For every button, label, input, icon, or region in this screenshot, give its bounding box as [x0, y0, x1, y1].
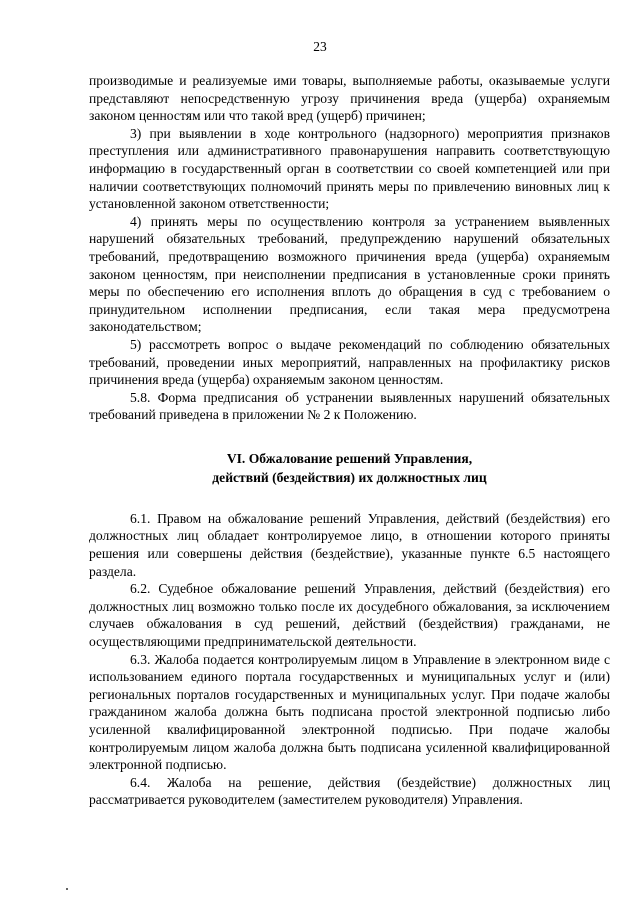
paragraph-6-3: 6.3. Жалоба подается контролируемым лицом в Управление в электронном виде с использованием единого портала государственных и муниципальных услуг и (или) региональных порталов государственных и муниципальных услуг. При подаче жалобы гражданином жалоба должна быть подписана простой электронной подписью либо усиленной квалифицированной электронной подписью. При подаче жалобы контролируемым лицом жалоба должна быть подписана усиленной квалифицированной электронной подписью.	[89, 651, 610, 773]
paragraph-item-3: 3) при выявлении в ходе контрольного (надзорного) мероприятия признаков преступления или административного правонарушения направить соответствующую информацию в государственный орган в соответствии со своей компетенцией или при наличии соответствующих полномочий принять меры по привлечению виновных лиц к установленной законом ответственности;	[89, 125, 610, 212]
scan-speck	[66, 888, 68, 890]
paragraph-6-2: 6.2. Судебное обжалование решений Управления, действий (бездействия) его должностных лиц возможно только после их досудебного обжалования, за исключением случаев обжалования в суд решений, действий (бездействия) гражданами, не осуществляющими предпринимательской деятельности.	[89, 581, 610, 650]
paragraph-6-4: 6.4. Жалоба на решение, действия (бездействие) должностных лиц рассматривается руководителем (заместителем руководителя) Управления.	[89, 774, 610, 808]
paragraph-continuation: производимые и реализуемые ими товары, выполняемые работы, оказываемые услуги представляют непосредственную угрозу причинения вреда (ущерба) охраняемым законом ценностям или что такой вред (ущерб) причинен;	[89, 73, 610, 124]
page-number: 23	[313, 39, 327, 54]
section-heading-line-1: VI. Обжалование решений Управления,	[226, 450, 473, 466]
paragraph-6-1: 6.1. Правом на обжалование решений Управления, действий (бездействия) его должностных лиц обладает контролируемое лицо, в отношении которого приняты решения или совершены действия (бездействие), указанные пункте 6.5 настоящего раздела.	[89, 510, 610, 579]
section-heading	[89, 449, 610, 487]
section-heading-line-2: действий (бездействия) их должностных лиц	[212, 469, 487, 485]
paragraph-item-5: 5) рассмотреть вопрос о выдаче рекомендаций по соблюдению обязательных требований, проведении иных мероприятий, направленных на профилактику рисков причинения вреда (ущерба) охраняемым законом ценностям.	[89, 336, 610, 388]
paragraph-5-8: 5.8. Форма предписания об устранении выявленных нарушений обязательных требований приведена в приложении № 2 к Положению.	[89, 389, 610, 423]
document-body	[89, 72, 610, 809]
paragraph-item-4: 4) принять меры по осуществлению контроля за устранением выявленных нарушений обязательных требований, предупреждению нарушений обязательных требований, предотвращению возможного причинения вреда (ущерба) охраняемым законом ценностям, при неисполнении предписания в установленные сроки принять меры по обеспечению его исполнения вплоть до обращения в суд с требованием о принудительном исполнении предписания, если такая мера предусмотрена законодательством;	[89, 213, 610, 335]
